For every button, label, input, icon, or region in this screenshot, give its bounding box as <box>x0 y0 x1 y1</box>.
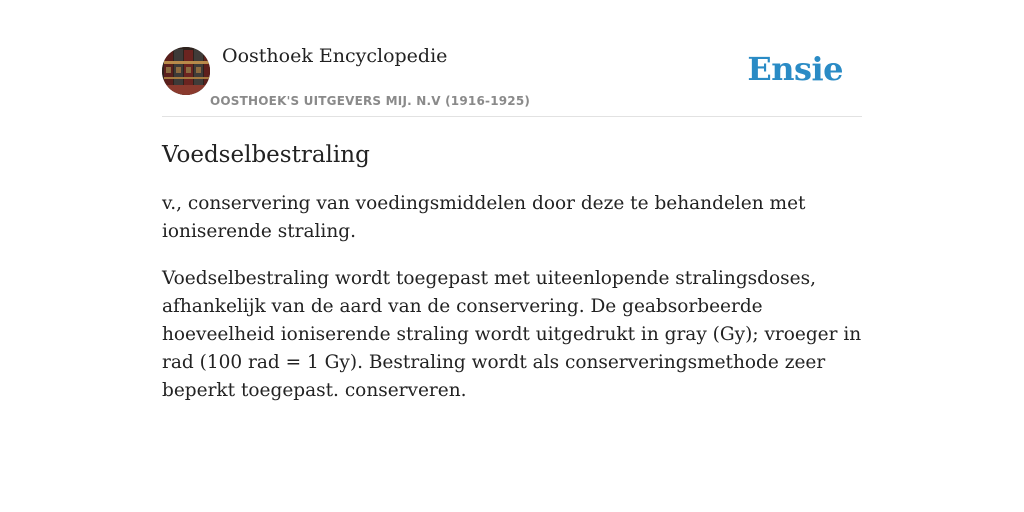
article <box>162 138 862 424</box>
article-paragraph: Voedselbestraling wordt toegepast met uiteenlopende stralingsdoses, afhankelijk van de aard van de conservering. De geabsorbeerde hoeveelheid ioniserende straling wordt uitgedrukt in gray (Gy); vroeger in rad (100 rad = 1 Gy). Bestraling wordt als conserveringsmethode zeer beperkt toegepast. conserveren. <box>162 268 862 401</box>
ensie-logo-link[interactable]: Ensie <box>747 50 843 88</box>
source-subtitle: OOSTHOEK'S UITGEVERS MIJ. N.V (1916-1925) <box>210 94 531 108</box>
article-paragraph: v., conservering van voedingsmiddelen door deze te behandelen met ioniserende straling. <box>162 193 806 242</box>
encyclopedia-books-icon[interactable] <box>162 47 210 95</box>
source-header <box>162 0 862 117</box>
source-title-link[interactable]: Oosthoek Encyclopedie <box>222 45 448 67</box>
article-title: Voedselbestraling <box>162 142 370 168</box>
